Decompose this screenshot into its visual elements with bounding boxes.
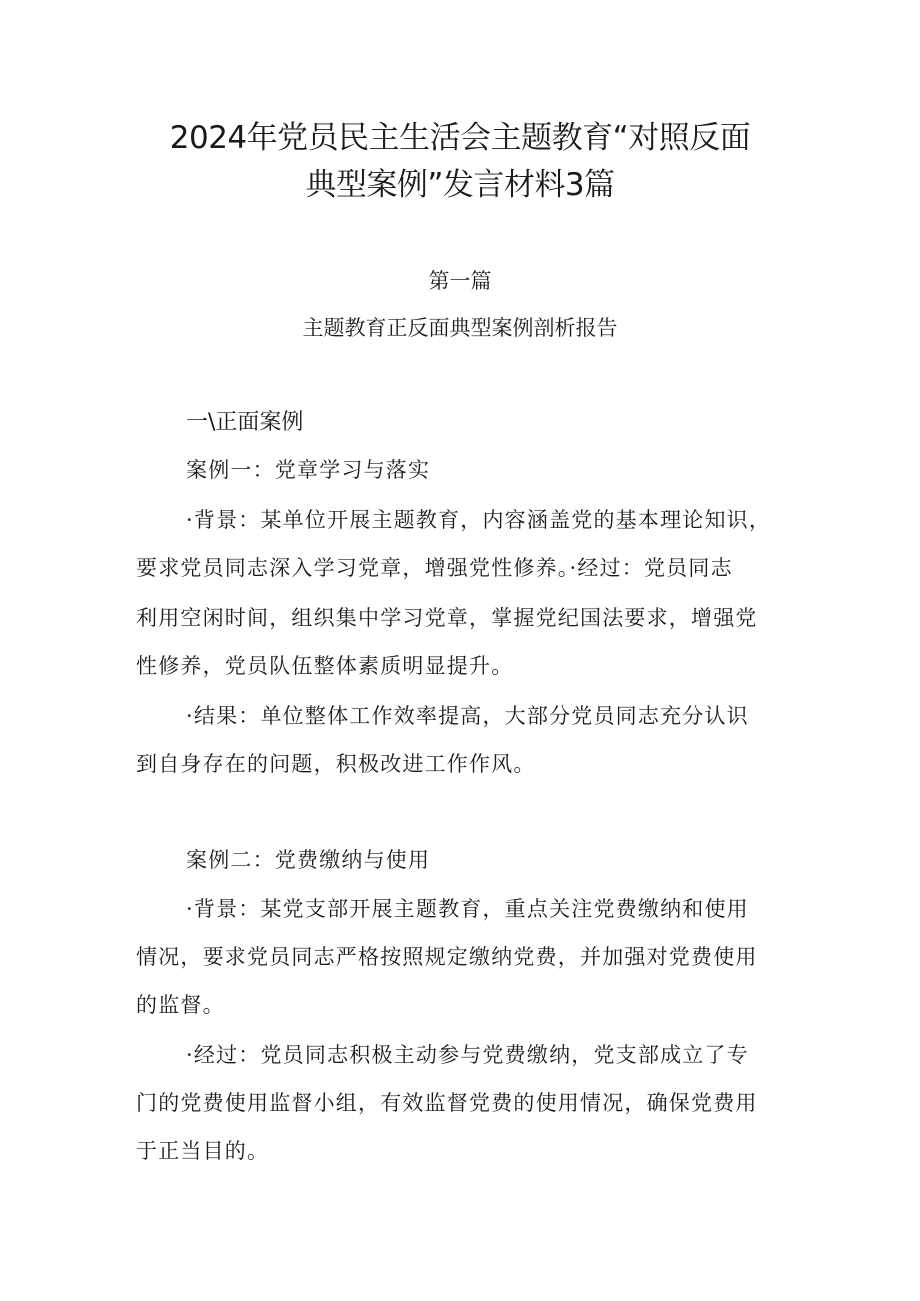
case1-line-5: ·结果：单位整体工作效率提高，大部分党员同志充分认识	[186, 704, 749, 728]
case2-line-2: 情况，要求党员同志严格按照规定缴纳党费，并加强对党费使用	[136, 945, 758, 969]
case2-title: 案例二：党费缴纳与使用	[186, 848, 431, 872]
case2-line-1: ·背景：某党支部开展主题教育，重点关注党费缴纳和使用	[186, 897, 749, 921]
case1-line-6: 到自身存在的问题，积极改进工作作风。	[136, 752, 536, 776]
case2-line-5: 门的党费使用监督小组，有效监督党费的使用情况，确保党费用	[136, 1091, 758, 1115]
case2-line-6: 于正当目的。	[136, 1139, 270, 1163]
part-label: 第一篇	[428, 269, 492, 293]
case1-line-3: 利用空闲时间，组织集中学习党章，掌握党纪国法要求，增强党	[136, 606, 758, 630]
document-title-line-1: 2024年党员民主生活会主题教育“对照反面	[169, 120, 751, 156]
case1-title: 案例一：党章学习与落实	[186, 458, 431, 482]
document-title-line-2: 典型案例”发言材料3篇	[305, 167, 615, 203]
section-heading: 一\正面案例	[186, 410, 304, 435]
part-title: 主题教育正反面典型案例剖析报告	[302, 316, 618, 340]
case1-line-4: 性修养，党员队伍整体素质明显提升。	[136, 654, 514, 678]
case2-line-3: 的监督。	[136, 993, 225, 1017]
case1-line-2: 要求党员同志深入学习党章，增强党性修养。·经过：党员同志	[136, 556, 733, 580]
case2-line-4: ·经过：党员同志积极主动参与党费缴纳，党支部成立了专	[186, 1043, 749, 1067]
case1-line-1: ·背景：某单位开展主题教育，内容涵盖党的基本理论知识，	[186, 508, 772, 532]
